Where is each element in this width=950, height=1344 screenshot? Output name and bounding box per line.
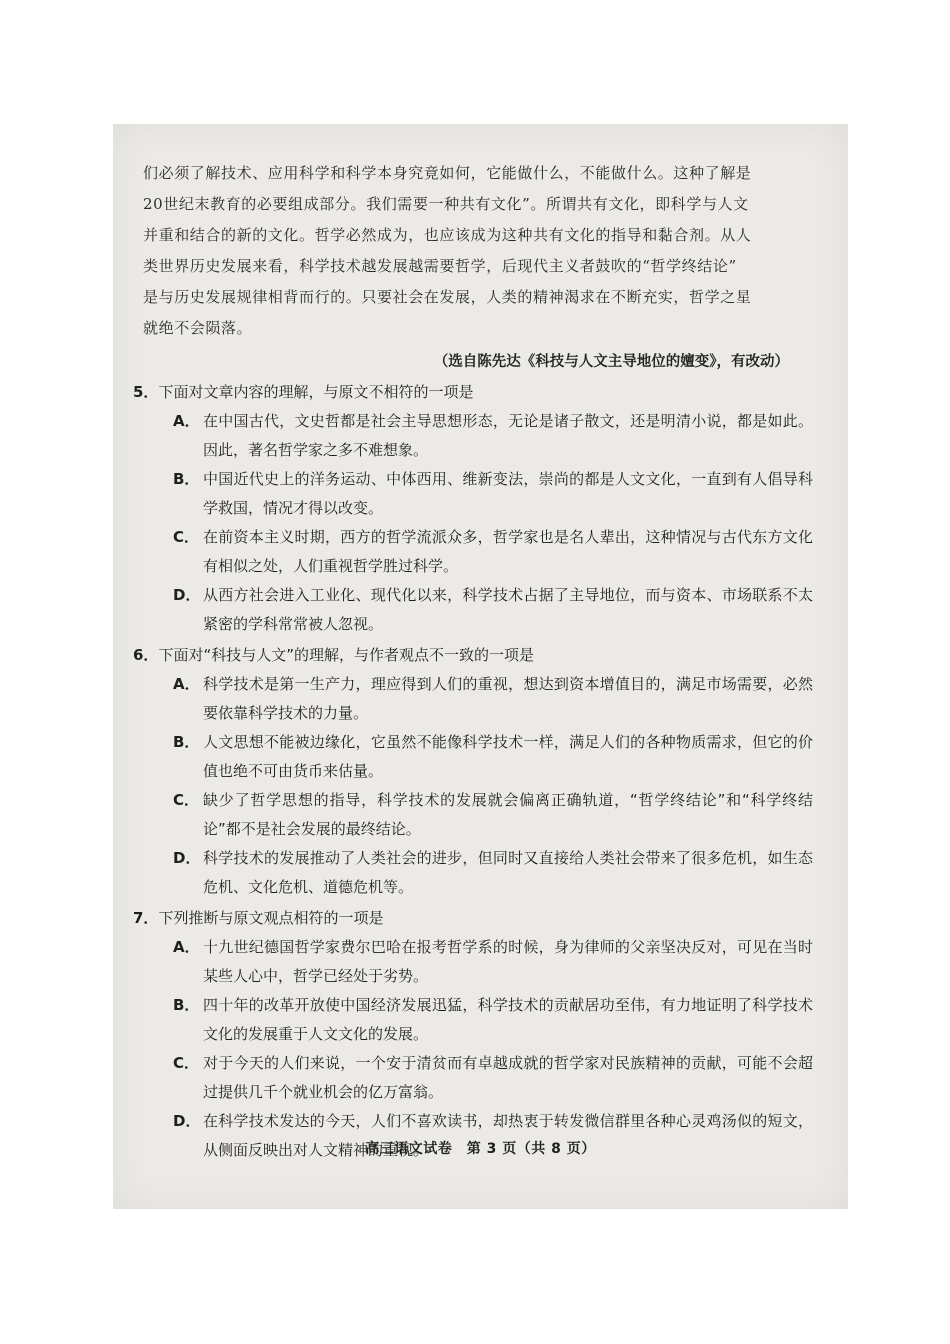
passage-line: 就绝不会陨落。 — [143, 319, 253, 337]
option-letter: D． — [173, 1112, 201, 1130]
option-letter: A． — [173, 675, 200, 693]
option-text: 对于今天的人们来说，一个安于清贫而有卓越成就的哲学家对民族精神的贡献，可能不会超过提供几千个就业机会的亿万富翁。 — [203, 1054, 813, 1101]
question-stem — [133, 904, 813, 933]
passage-line: 并重和结合的新的文化。哲学必然成为，也应该成为这种共有文化的指导和黏合剂。从人 — [143, 226, 752, 244]
question-number: 7． — [133, 909, 159, 927]
option-a[interactable] — [173, 407, 813, 465]
option-text: 在前资本主义时期，西方的哲学流派众多，哲学家也是名人辈出，这种情况与古代东方文化有相似之处，人们重视哲学胜过科学。 — [203, 528, 813, 575]
question-6 — [133, 641, 813, 902]
option-b[interactable] — [173, 728, 813, 786]
question-number: 6． — [133, 646, 159, 664]
option-letter: C． — [173, 1054, 200, 1072]
page-footer: 高三语文试卷 第 3 页（共 8 页） — [365, 1141, 596, 1157]
option-a[interactable] — [173, 933, 813, 991]
option-letter: D． — [173, 586, 201, 604]
option-letter: C． — [173, 528, 200, 546]
option-text: 从西方社会进入工业化、现代化以来，科学技术占据了主导地位，而与资本、市场联系不太紧密的学科常常被人忽视。 — [203, 586, 813, 633]
option-b[interactable] — [173, 465, 813, 523]
option-letter: A． — [173, 938, 200, 956]
option-text: 中国近代史上的洋务运动、中体西用、维新变法，崇尚的都是人文文化，一直到有人倡导科学救国，情况才得以改变。 — [203, 470, 813, 517]
option-text: 科学技术的发展推动了人类社会的进步，但同时又直接给人类社会带来了很多危机，如生态危机、文化危机、道德危机等。 — [203, 849, 813, 896]
question-5 — [133, 378, 813, 639]
option-letter: B． — [173, 996, 200, 1014]
passage-line: 类世界历史发展来看，科学技术越发展越需要哲学，后现代主义者鼓吹的“哲学终结论” — [143, 257, 737, 275]
question-7 — [133, 904, 813, 1165]
option-text: 缺少了哲学思想的指导，科学技术的发展就会偏离正确轨道，“哲学终结论”和“科学终结论”都不是社会发展的最终结论。 — [203, 791, 813, 838]
passage-line: 是与历史发展规律相背而行的。只要社会在发展，人类的精神渴求在不断充实，哲学之星 — [143, 288, 752, 306]
passage-source: （选自陈先达《科技与人文主导地位的嬗变》，有改动） — [433, 353, 789, 370]
option-c[interactable] — [173, 523, 813, 581]
question-number: 5． — [133, 383, 159, 401]
option-text: 十九世纪德国哲学家费尔巴哈在报考哲学系的时候，身为律师的父亲坚决反对，可见在当时某些人心中，哲学已经处于劣势。 — [203, 938, 813, 985]
option-text: 在科学技术发达的今天，人们不喜欢读书，却热衷于转发微信群里各种心灵鸡汤似的短文，从侧面反映出对人文精神的重视。 — [203, 1112, 813, 1159]
option-letter: C． — [173, 791, 200, 809]
question-text: 下面对文章内容的理解，与原文不相符的一项是 — [158, 383, 474, 401]
page-content — [133, 158, 813, 1165]
reading-passage — [143, 158, 813, 344]
passage-line: 们必须了解技术、应用科学和科学本身究竟如何，它能做什么，不能做什么。这种了解是 — [143, 164, 752, 182]
option-letter: B． — [173, 733, 200, 751]
question-text: 下列推断与原文观点相符的一项是 — [158, 909, 384, 927]
option-text: 科学技术是第一生产力，理应得到人们的重视，想达到资本增值目的，满足市场需要，必然要依靠科学技术的力量。 — [203, 675, 813, 722]
option-text: 在中国古代，文史哲都是社会主导思想形态，无论是诸子散文，还是明清小说，都是如此。因此，著名哲学家之多不难想象。 — [203, 412, 813, 459]
option-text: 四十年的改革开放使中国经济发展迅猛，科学技术的贡献居功至伟，有力地证明了科学技术文化的发展重于人文文化的发展。 — [203, 996, 813, 1043]
question-stem — [133, 378, 813, 407]
option-d[interactable] — [173, 581, 813, 639]
question-text: 下面对“科技与人文”的理解，与作者观点不一致的一项是 — [158, 646, 534, 664]
option-letter: D． — [173, 849, 201, 867]
option-c[interactable] — [173, 786, 813, 844]
option-d[interactable] — [173, 844, 813, 902]
option-letter: A． — [173, 412, 200, 430]
question-stem — [133, 641, 813, 670]
option-a[interactable] — [173, 670, 813, 728]
passage-line: 20世纪末教育的必要组成部分。我们需要一种共有文化”。所谓共有文化，即科学与人文 — [143, 195, 749, 213]
option-b[interactable] — [173, 991, 813, 1049]
option-letter: B． — [173, 470, 200, 488]
option-c[interactable] — [173, 1049, 813, 1107]
option-text: 人文思想不能被边缘化，它虽然不能像科学技术一样，满足人们的各种物质需求，但它的价值也绝不可由货币来估量。 — [203, 733, 813, 780]
